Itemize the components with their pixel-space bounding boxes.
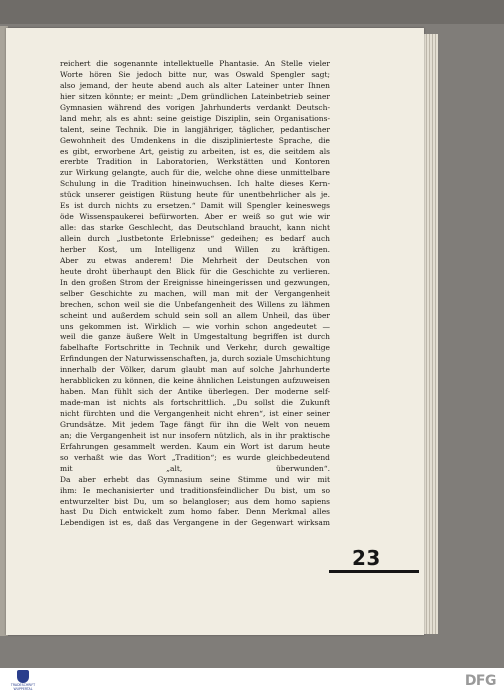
footer-bar: [0, 668, 504, 698]
text-line: zur Wirkung gelangte, auch für die, welche ohne diese unmittelbare: [60, 168, 330, 178]
text-line: talent, seine Technik. Die in langjähriger, täglicher, pedantischer: [60, 124, 330, 134]
text-line: Da aber erhebt das Gymnasium seine Stimme und wir mit: [60, 474, 330, 484]
text-line: haben. Man fühlt sich der Antike überlegen. Der moderne self-: [60, 387, 330, 397]
text-line: uns gekommen ist. Wirklich — wie vorhin schon angedeutet —: [60, 321, 330, 331]
text-line: ererbte Tradition in Laboratorien, Werkstätten und Kontoren: [60, 157, 330, 167]
text-line: Es ist durch nichts zu ersetzen.“ Damit will Spengler keineswegs: [60, 201, 330, 211]
text-line: reichert die sogenannte intellektuelle Phantasie. An Stelle vieler: [60, 59, 330, 68]
text-line: Gewohnheit des Umdenkens in die disziplinierteste Sprache, die: [60, 135, 330, 145]
text-line: entwurzelter bist Du, um so belangloser; aus dem homo sapiens: [60, 496, 330, 506]
text-line: innerhalb der Völker, darum glaubt man auf solche Jahrhunderte: [60, 365, 330, 375]
text-line: Grundsätze. Mit jedem Tage fängt für ihn die Welt von neuem: [60, 419, 330, 429]
text-line: mit „alt, überwunden“.: [60, 463, 330, 473]
text-line: Gymnasien während des vorigen Jahrhunderts verdankt Deutsch-: [60, 102, 330, 112]
text-line: es gibt, erworbene Art, geistig zu arbeiten, ist es, die seitdem als: [60, 146, 330, 156]
text-line: land mehr, als es ahnt: seine geistige Disziplin, sein Organisations-: [60, 113, 330, 123]
dfg-logo[interactable]: DFG: [464, 673, 496, 689]
page-number-rule: [329, 570, 419, 573]
text-line: Aber zu etwas anderem! Die Mehrheit der Deutschen von: [60, 255, 330, 265]
text-line: nicht fürchten und die Vergangenheit nicht ehren“, ist einer seiner: [60, 409, 330, 418]
text-line: Worte hören Sie jedoch bitte nur, was Oswald Spengler sagt;: [60, 69, 330, 79]
crest-icon: [17, 670, 29, 683]
text-line: scheint und außerdem schuld sein soll an allem Unheil, das über: [60, 310, 330, 320]
text-line: brechen, schon weil sie die Unbefangenheit des Willens zu lähmen: [60, 299, 330, 309]
text-line: an; die Vergangenheit ist nur insofern nützlich, als in ihr praktische: [60, 430, 330, 440]
text-line: weil die ganze äußere Welt in Umgestaltung begriffen ist durch: [60, 332, 330, 342]
text-line: alle: das starke Geschlecht, das Deutschland braucht, kann nicht: [60, 223, 330, 233]
text-line: ihm: Ie mechanisierter und traditionsfeindlicher Du bist, um so: [60, 485, 330, 495]
text-line: hast Du Dich entwickelt zum homo faber. Denn Merkmal alles: [60, 507, 330, 517]
page-number: 23: [352, 546, 381, 570]
text-line: In den großen Strom der Ereignisse hineingerissen und gezwungen,: [60, 277, 330, 287]
text-line: herabblicken zu können, die keine ähnlichen Leistungen aufzuweisen: [60, 376, 330, 386]
text-line: herber Kost, um Intelligenz und Willen zu kräftigen.: [60, 244, 330, 254]
text-line: stück unserer geistigen Rüstung heute für unentbehrlicher als je.: [60, 190, 330, 200]
text-line: selber Geschichte zu machen, will man mit der Vergangenheit: [60, 288, 330, 298]
text-line: Lebendigen ist es, daß das Vergangene in der Gegenwart wirksam: [60, 518, 330, 528]
library-logo-label: TRADESCHRIFT WUPPERTAL: [10, 683, 36, 691]
text-line: allein durch „lustbetonte Erlebnisse“ gedeihen; es bedarf auch: [60, 234, 330, 243]
text-line: öde Wissenspaukerei befürworten. Aber er weiß so gut wie wir: [60, 212, 330, 222]
text-line: heute droht überhaupt den Blick für die Geschichte zu verlieren.: [60, 266, 330, 276]
viewer-top-strip: [0, 0, 504, 24]
text-line: made-man ist nichts als fortschrittlich. „Du sollst die Zukunft: [60, 398, 330, 408]
text-line: hier sitzen könnte; er meint: „Dem gründlichen Lateinbetrieb seiner: [60, 91, 330, 101]
text-line: Erfindungen der Naturwissenschaften, ja, durch soziale Umschichtung: [60, 354, 330, 364]
text-line: Erfahrungen gesammelt werden. Kaum ein Wort ist darum heute: [60, 441, 330, 451]
library-logo[interactable]: [8, 670, 38, 696]
text-line: Schulung in die Tradition hineinwuchsen. Ich halte dieses Kern-: [60, 179, 330, 189]
text-line: also jemand, der heute abend auch als alter Lateiner unter Ihnen: [60, 80, 330, 90]
text-line: fabelhafte Fortschritte in Technik und Verkehr, durch gewaltige: [60, 343, 330, 353]
text-line: so verhaßt wie das Wort „Tradition“; es wurde gleichbedeutend: [60, 452, 330, 462]
page-stack-edges: [424, 34, 438, 634]
body-text: [60, 59, 330, 529]
